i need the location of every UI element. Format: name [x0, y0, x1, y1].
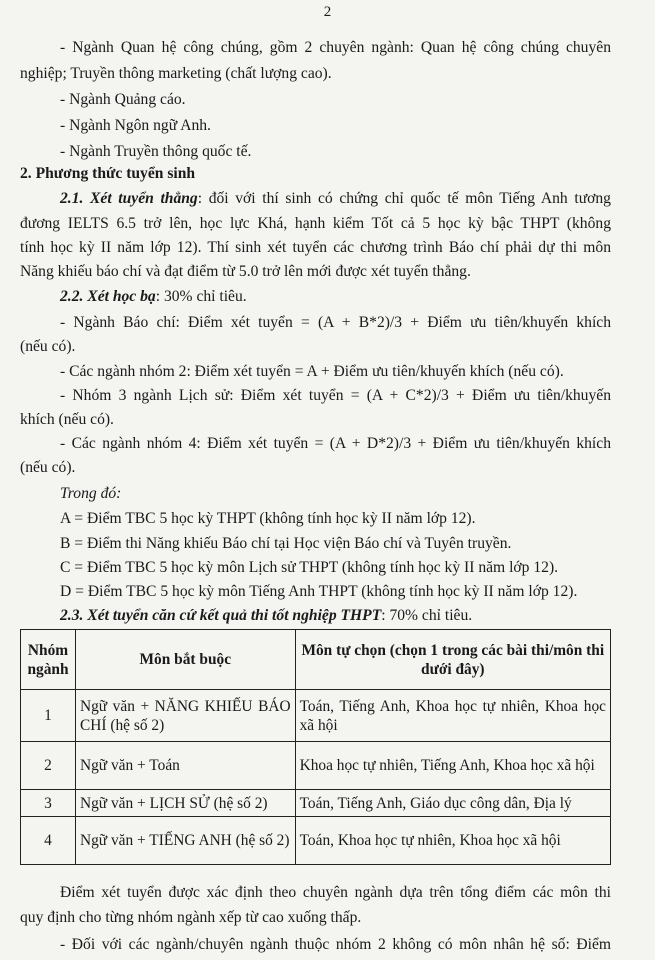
s23-label: 2.3. Xét tuyển căn cứ kết quả thi tốt nghiệp THPT: [60, 607, 382, 624]
s22-rest: : 30% chỉ tiêu.: [155, 288, 247, 305]
table-row: [21, 742, 611, 790]
elective-subjects: Khoa học tự nhiên, Tiếng Anh, Khoa học xã hội: [295, 742, 610, 790]
intro-item-3: - Ngành Ngôn ngữ Anh.: [60, 117, 211, 134]
s22-item-3-line-1: - Nhóm 3 ngành Lịch sử: Điểm xét tuyển = (A + C*2)/3 + Điểm ưu tiên/khuyến: [60, 387, 611, 404]
s22-item-4-line-1: - Các ngành nhóm 4: Điểm xét tuyển = (A + D*2)/3 + Điểm ưu tiên/khuyến khích: [60, 435, 611, 452]
intro-item-1-line-1: - Ngành Quan hệ công chúng, gồm 2 chuyên ngành: Quan hệ công chúng chuyên: [60, 39, 611, 56]
group-number: 1: [21, 690, 76, 742]
s22-label: 2.2. Xét học bạ: [60, 288, 156, 305]
group-number: 3: [21, 790, 76, 817]
closing-p1-line-1: Điểm xét tuyển được xác định theo chuyên ngành dựa trên tổng điểm các môn thi: [60, 884, 611, 901]
table-header-row: [21, 630, 611, 690]
s21-line-1: [60, 189, 611, 209]
s21-line-4: Năng khiếu báo chí và đạt điểm từ 5.0 trở lên mới được xét tuyển thẳng.: [20, 263, 471, 280]
s22-heading: [60, 287, 247, 307]
def-d: D = Điểm TBC 5 học kỳ môn Tiếng Anh THPT (không tính học kỳ II năm lớp 12).: [60, 583, 578, 600]
s22-item-2: - Các ngành nhóm 2: Điểm xét tuyển = A + Điểm ưu tiên/khuyến khích (nếu có).: [60, 363, 564, 380]
def-b: B = Điểm thi Năng khiếu Báo chí tại Học viện Báo chí và Tuyên truyền.: [60, 535, 512, 552]
intro-item-1-line-2: nghiệp; Truyền thông marketing (chất lượng cao).: [20, 65, 332, 82]
s22-item-1-line-2: (nếu có).: [20, 338, 76, 355]
required-subjects: Ngữ văn + NĂNG KHIẾU BÁO CHÍ (hệ số 2): [75, 690, 295, 742]
s23-heading: [60, 606, 472, 626]
s21-label: 2.1. Xét tuyển thẳng: [60, 190, 198, 207]
elective-subjects: Toán, Khoa học tự nhiên, Khoa học xã hội: [295, 817, 610, 865]
required-subjects: Ngữ văn + Toán: [75, 742, 295, 790]
header-elective: Môn tự chọn (chọn 1 trong các bài thi/môn thi dưới đây): [295, 630, 610, 690]
s21-rest: : đối với thí sinh có chứng chỉ quốc tế môn Tiếng Anh tương: [197, 190, 611, 207]
s22-item-1-line-1: - Ngành Báo chí: Điểm xét tuyển = (A + B*2)/3 + Điểm ưu tiên/khuyến khích: [60, 314, 611, 331]
subject-group-table: [20, 629, 611, 865]
elective-subjects: Toán, Tiếng Anh, Khoa học tự nhiên, Khoa học xã hội: [295, 690, 610, 742]
elective-subjects: Toán, Tiếng Anh, Giáo dục công dân, Địa lý: [295, 790, 610, 817]
table-row: [21, 790, 611, 817]
intro-item-2: - Ngành Quảng cáo.: [60, 91, 186, 108]
s22-item-3-line-2: khích (nếu có).: [20, 411, 114, 428]
required-subjects: Ngữ văn + LỊCH SỬ (hệ số 2): [75, 790, 295, 817]
table-row: [21, 690, 611, 742]
group-number: 4: [21, 817, 76, 865]
section-heading: 2. Phương thức tuyển sinh: [20, 165, 196, 182]
group-number: 2: [21, 742, 76, 790]
closing-p1-line-2: quy định cho từng nhóm ngành xếp từ cao xuống thấp.: [20, 909, 362, 926]
s22-item-4-line-2: (nếu có).: [20, 459, 76, 476]
table-row: [21, 817, 611, 865]
s21-line-3: tính học kỳ II năm lớp 12). Thí sinh xét tuyển các chương trình Báo chí phải dự thi môn: [20, 239, 611, 256]
required-subjects: Ngữ văn + TIẾNG ANH (hệ số 2): [75, 817, 295, 865]
s21-line-2: đương IELTS 6.5 trở lên, học lực Khá, hạnh kiểm Tốt cả 5 học kỳ bậc THPT (không: [20, 215, 611, 232]
header-required: Môn bắt buộc: [75, 630, 295, 690]
intro-item-4: - Ngành Truyền thông quốc tế.: [60, 143, 252, 160]
s23-rest: : 70% chỉ tiêu.: [381, 607, 473, 624]
closing-p2-line-1: - Đối với các ngành/chuyên ngành thuộc nhóm 2 không có môn nhân hệ số: Điểm: [60, 936, 611, 953]
def-a: A = Điểm TBC 5 học kỳ THPT (không tính học kỳ II năm lớp 12).: [60, 510, 476, 527]
where-label: Trong đó:: [60, 485, 122, 502]
page-number: 2: [323, 4, 332, 20]
def-c: C = Điểm TBC 5 học kỳ môn Lịch sử THPT (không tính học kỳ II năm lớp 12).: [60, 559, 559, 576]
header-group: Nhóm ngành: [21, 630, 76, 690]
